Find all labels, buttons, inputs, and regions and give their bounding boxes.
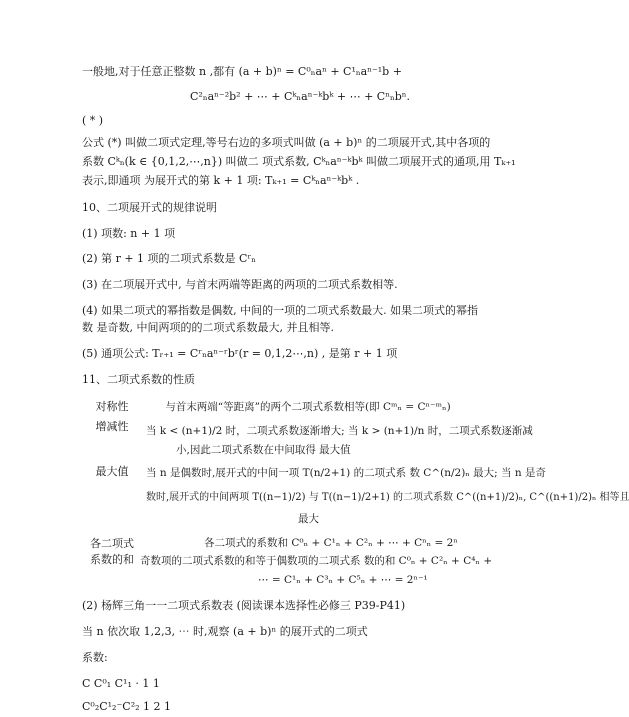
pascal-line-2: 系数:	[82, 651, 108, 664]
max-label: 最大值	[95, 465, 129, 478]
rule-4-line-1: (4) 如果二项式的幂指数是偶数, 中间的一项的二项式系数最大. 如果二项式的幂指	[82, 304, 479, 317]
rule-1: (1) 项数: n + 1 项	[82, 227, 176, 240]
sum-label-1: 各二项式	[90, 537, 134, 550]
formula-description-line-2: 系数 Cᵏₙ(k ∈ {0,1,2,⋯,n}) 叫做二 项式系数, Cᵏₙaⁿ⁻ᵏbᵏ 叫做二项展开式的通项,用 Tₖ₊₁	[82, 155, 516, 168]
max-text-2: 数时,展开式的中间两项 T((n−1)/2) 与 T((n−1)/2+1) 的二项式系数 C^((n+1)/2)ₙ, C^((n+1)/2)ₙ 相等且	[146, 492, 629, 503]
rule-2: (2) 第 r + 1 项的二项式系数是 Cʳₙ	[82, 252, 257, 265]
section-10-title: 10、二项展开式的规律说明	[82, 201, 217, 214]
sum-text-2: 奇数项的二项式系数的和等于偶数项的二项式系 数的和 C⁰ₙ + C²ₙ + C⁴ₙ +	[140, 555, 493, 567]
rule-3: (3) 在二项展开式中, 与首末两端等距离的两项的二项式系数相等.	[82, 278, 398, 291]
sum-text-1: 各二项式的系数和 C⁰ₙ + C¹ₙ + C²ₙ + ⋯ + Cⁿₙ = 2ⁿ	[204, 537, 458, 549]
max-text-1: 当 n 是偶数时,展开式的中间一项 T(n/2+1) 的二项式系 数 C^(n/2)ₙ 最大; 当 n 是奇	[146, 467, 546, 479]
monotonic-label: 增减性	[95, 420, 129, 433]
intro-line-1: 一般地,对于任意正整数 n ,都有 (a + b)ⁿ = C⁰ₙaⁿ + C¹ₙaⁿ⁻¹b +	[82, 65, 402, 78]
intro-line-2: C²ₙaⁿ⁻²b² + ⋯ + Cᵏₙaⁿ⁻ᵏbᵏ + ⋯ + Cⁿₙbⁿ.	[190, 90, 411, 103]
pascal-title: (2) 杨辉三角一一二项式系数表 (阅读课本选择性必修三 P39-P41)	[82, 599, 406, 612]
sum-label-2: 系数的和	[90, 553, 134, 566]
pascal-row-2: C⁰₂C¹₂⁻C²₂ 1 2 1	[82, 700, 171, 713]
max-text-3: 最大	[298, 513, 319, 525]
sum-text-3: ⋯ = C¹ₙ + C³ₙ + C⁵ₙ + ⋯ = 2ⁿ⁻¹	[258, 574, 428, 586]
symmetry-text: 与首末两端“等距离”的两个二项式系数相等(即 Cᵐₙ = Cⁿ⁻ᵐₙ)	[165, 401, 451, 413]
rule-4-line-2: 数 是奇数, 中间两项的的二项式系数最大, 并且相等.	[82, 321, 334, 334]
monotonic-text-2: 小,因此二项式系数在中间取得 最大值	[176, 444, 351, 456]
symmetry-label: 对称性	[95, 400, 129, 413]
monotonic-text-1: 当 k < (n+1)/2 时，二项式系数逐渐增大; 当 k > (n+1)/n 时，二项式系数逐渐减	[146, 425, 533, 437]
section-11-title: 11、二项式系数的性质	[82, 373, 195, 386]
star-label: ( * )	[82, 114, 104, 127]
pascal-line-1: 当 n 依次取 1,2,3, ⋯ 时,观察 (a + b)ⁿ 的展开式的二项式	[82, 625, 368, 638]
pascal-row-1: C C⁰₁ C¹₁ · 1 1	[82, 677, 160, 690]
formula-description-line-3: 表示,即通项 为展开式的第 k + 1 项: Tₖ₊₁ = Cᵏₙaⁿ⁻ᵏbᵏ .	[82, 174, 360, 187]
formula-description-line-1: 公式 (*) 叫做二项式定理,等号右边的多项式叫做 (a + b)ⁿ 的二项展开式,其中各项的	[82, 136, 491, 149]
rule-5: (5) 通项公式: Tᵣ₊₁ = Cʳₙaⁿ⁻ʳbʳ(r = 0,1,2⋯,n) , 是第 r + 1 项	[82, 347, 398, 360]
